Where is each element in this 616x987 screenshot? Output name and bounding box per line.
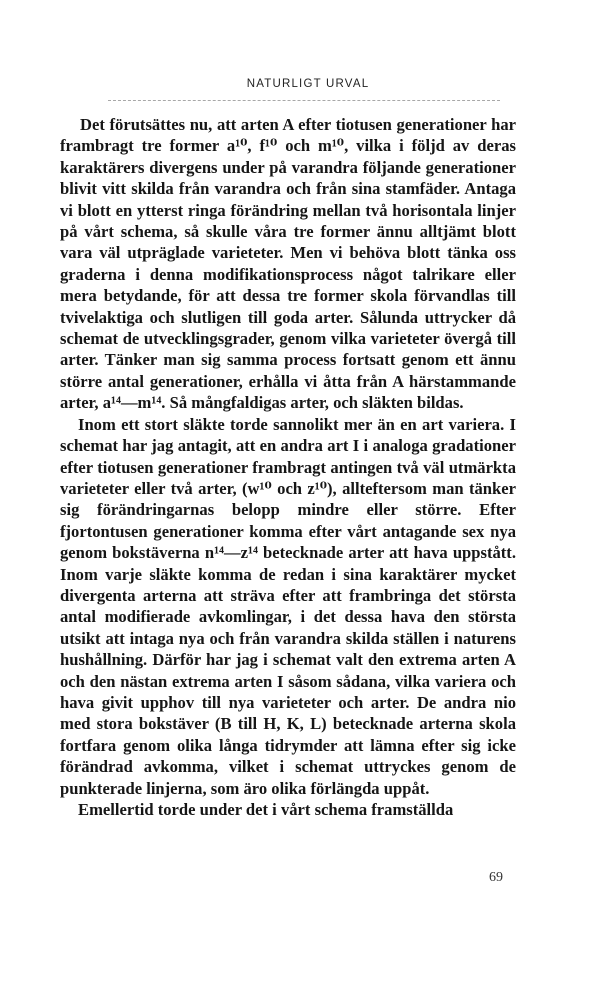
header-rule xyxy=(108,100,500,101)
running-head: NATURLIGT URVAL xyxy=(246,78,370,90)
paragraph: Inom ett stort släkte torde sannolikt mer än en art variera. I schemat har jag antagit, att en andra art I i analoga gradationer efter tiotusen generationer frambragt antingen två väl utmärkta varieteter eller två arter, (w¹⁰ och z¹⁰), allteftersom man tänker sig förändringarnas belopp mindre eller större. Efter fjortontusen generationer komma efter vårt antagande sex nya genom bokstäverna n¹⁴—z¹⁴ betecknade arter att hava uppstått. Inom varje släkte komma de redan i sina karaktärer mycket divergenta arterna att sträva efter att frambringa det största antal modifierade avkomlingar, i det dessa hava den största utsikt att intaga nya och från varandra skilda ställen i naturens hushållning. Därför har jag i schemat valt den extrema arten A och den nästan extrema arten I såsom sådana, vilka variera och hava givit upphov till nya varieteter och arter. De andra nio med stora bokstäver (B till H, K, L) betecknade arterna skola fortfara genom olika långa tidrymder att lämna efter sig icke förändrad avkomma, vilket i schemat uttryckes genom de punkterade linjerna, som äro olika förlängda uppåt. xyxy=(60,414,516,798)
paragraph: Emellertid torde under det i vårt schema framställda xyxy=(78,800,454,819)
paragraph: Det förutsättes nu, att arten A efter tiotusen generationer har frambragt tre former a¹⁰, f¹⁰ och m¹⁰, vilka i följd av deras karaktärers divergens under på varandra följande generationer blivit vitt skilda från varandra och från sina stamfäder. Antaga vi blott en ytterst ringa förändring mellan två horisontala linjer på vårt schema, så skulle våra tre former ännu alltjämt blott vara väl utpräglade varieteter. Men vi behöva blott tänka oss graderna i denna modifikationsprocess något talrikare eller mera betydande, för att dessa tre former skola förvandlas till tvivelaktiga och slutligen till goda arter. Sålunda uttrycker då schemat de utvecklingsgrader, genom vilka varieteter övergå till arter. Tänker man sig samma process fortsatt genom ett ännu större antal generationer, erhålla vi åtta från A härstammande arter, a¹⁴—m¹⁴. Så mångfaldigas arter, och släkten bildas. xyxy=(60,115,516,413)
body-text xyxy=(60,114,516,820)
page-number: 69 xyxy=(489,870,503,885)
